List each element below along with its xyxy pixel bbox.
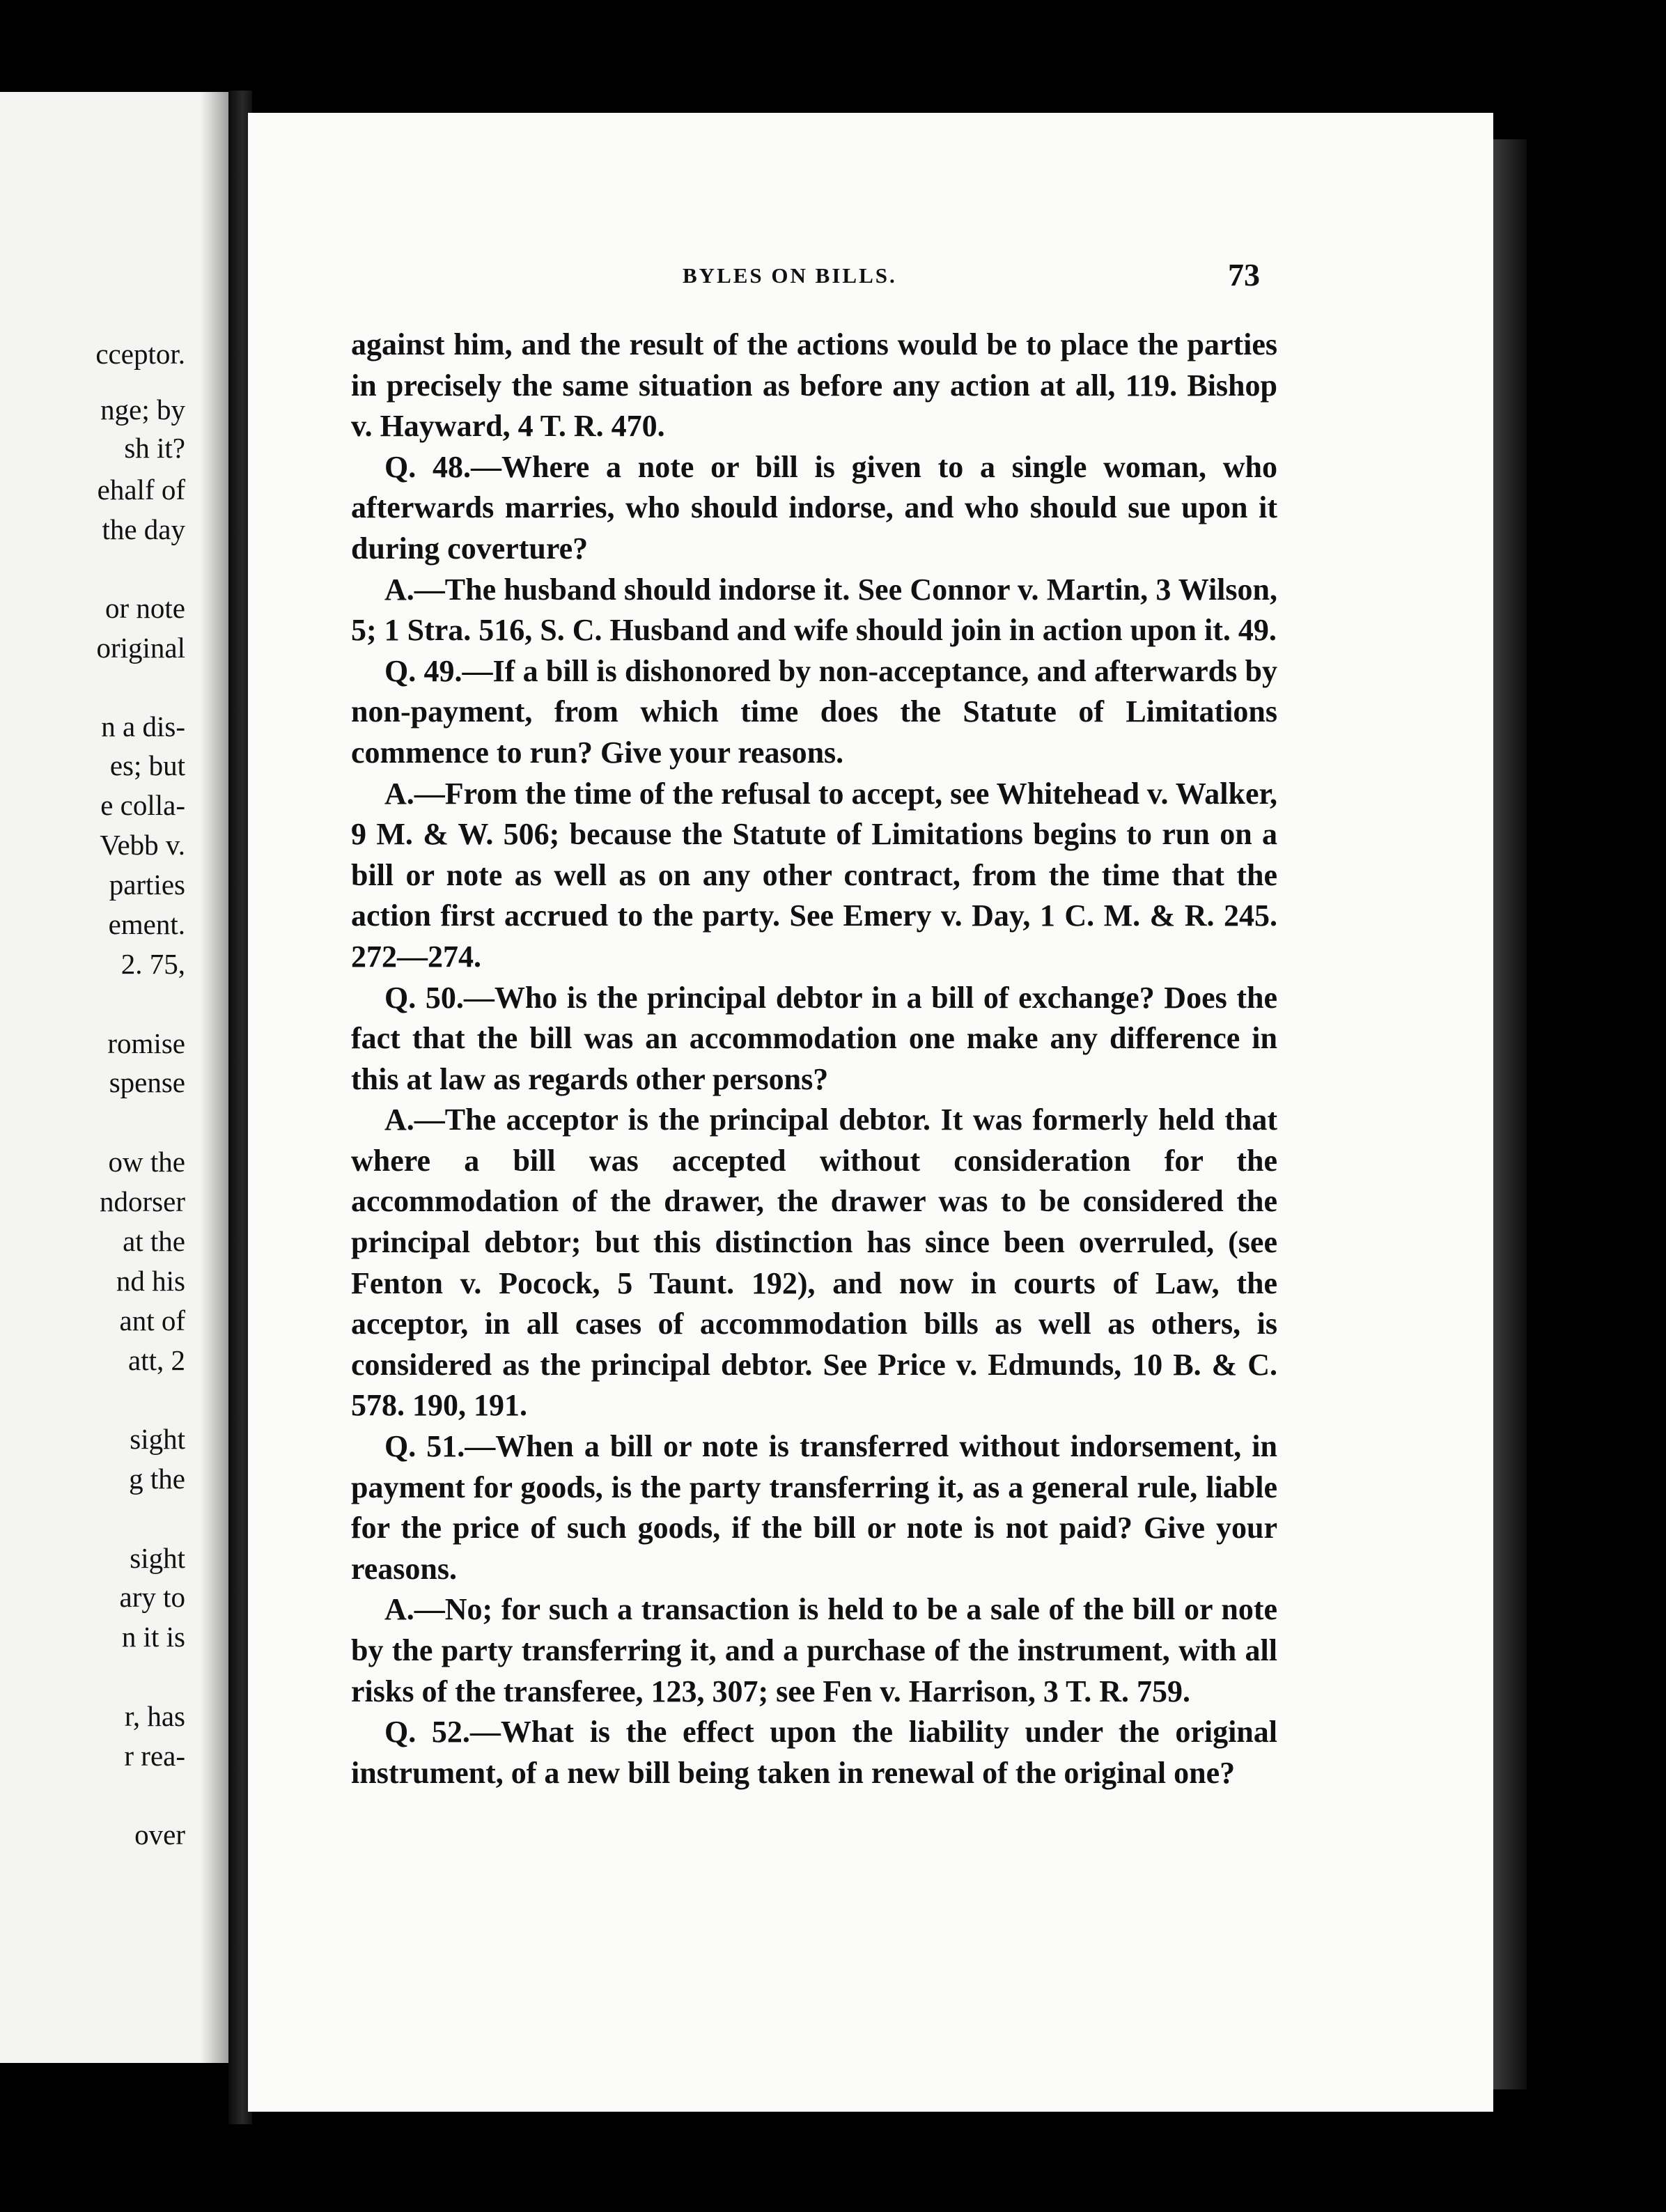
left-fragment: 2. 75, [120,948,185,980]
left-fragment: cceptor. [95,338,185,370]
gutter-shadow [201,92,228,2063]
left-fragment: e colla- [100,789,185,821]
left-fragment: sh it? [124,432,185,464]
left-fragment: or note [105,592,185,624]
question-48: Q. 48.—Where a note or bill is given to a single woman, who afterwards marries, who should indorse, and who should sue upon it during coverture? [351,449,1277,566]
left-fragment: n a dis- [101,710,185,742]
paragraph: against him, and the result of the actions would be to place the parties in precisely the same situation as before any action at all, 119. Bishop v. Hayward, 4 T. R. 470. [351,327,1277,444]
left-fragment: ement. [108,908,185,940]
answer-48: A.—The husband should indorse it. See Connor v. Martin, 3 Wilson, 5; 1 Stra. 516, S. C. Husband and wife should join in action upon it. 49. [351,572,1277,648]
page-number: 73 [1228,257,1260,293]
answer-51: A.—No; for such a transaction is held to be a sale of the bill or note by the party transferring it, and a purchase of the instrument, with all risks of the transferee, 123, 307; see Fen v. Harrison, 3 T. R. 759. [351,1592,1277,1708]
left-fragment: r, has [124,1700,185,1732]
left-fragment: ary to [119,1581,185,1613]
left-fragment: parties [109,869,185,901]
left-fragment: at the [123,1225,185,1257]
left-fragment: ow the [108,1146,185,1178]
left-fragment: att, 2 [128,1344,185,1376]
left-fragment: sight [130,1542,185,1574]
left-fragment: ant of [119,1304,185,1337]
page-edge-shadow [1493,139,1527,2089]
left-fragment: ndorser [100,1185,185,1217]
left-fragment: romise [107,1027,185,1059]
running-head: BYLES ON BILLS. [683,263,897,288]
left-fragment: ehalf of [97,474,185,506]
facing-page-left [0,92,228,2063]
answer-50: A.—The acceptor is the principal debtor. It was formerly held that where a bill was accepted without consideration for the accommodation of the drawer, the drawer was to be considered the principal debtor; but this distinction has since been overruled, (see Fenton v. Pocock, 5 Taunt. 192), and now in courts of Law, the acceptor, in all cases of accommodation bills as well as others, is considered as the principal debtor. See Price v. Edmunds, 10 B. & C. 578. 190, 191. [351,1103,1277,1423]
left-fragment: nd his [116,1265,185,1297]
question-52: Q. 52.—What is the effect upon the liability under the original instrument, of a new bill being taken in renewal of the original one? [351,1715,1277,1790]
left-fragment: Vebb v. [100,829,185,861]
left-fragment: nge; by [100,394,185,426]
question-50: Q. 50.—Who is the principal debtor in a bill of exchange? Does the fact that the bill was an accommodation one make any difference in this at law as regards other persons? [351,980,1277,1096]
left-fragment: sight [130,1423,185,1455]
question-49: Q. 49.—If a bill is dishonored by non-acceptance, and afterwards by non-payment, from which time does the Statute of Limitations commence to run? Give your reasons. [351,653,1277,770]
left-fragment: the day [102,513,185,545]
body-text [351,325,1277,1793]
left-fragment: r rea- [124,1740,185,1772]
answer-49: A.—From the time of the refusal to accept, see Whitehead v. Walker, 9 M. & W. 506; because the Statute of Limitations begins to run on a bill or note as well as on any other contract, from the time that the action first accrued to the party. See Emery v. Day, 1 C. M. & R. 245. 272—274. [351,776,1277,974]
left-fragment: g the [129,1463,185,1495]
left-fragment: spense [109,1066,185,1098]
question-51: Q. 51.—When a bill or note is transferred without indorsement, in payment for goods, is the party transferring it, as a general rule, liable for the price of such goods, if the bill or note is not paid? Give your reasons. [351,1429,1277,1586]
left-fragment: over [134,1818,185,1851]
left-fragment: original [96,632,185,664]
left-fragment: es; but [109,749,185,781]
left-fragment: n it is [121,1621,185,1653]
